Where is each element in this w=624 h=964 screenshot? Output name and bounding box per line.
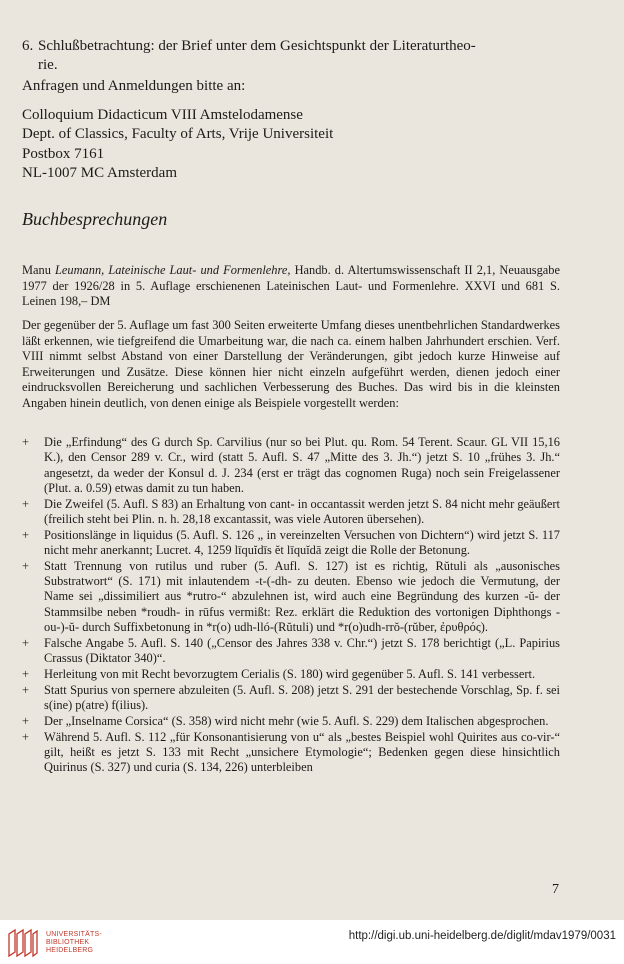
page-number: 7 (552, 882, 559, 897)
book-details: Handb. d. Altertumswissenschaft II 2,1, Neuausgabe 1977 der 1926/28 in 5. Auflage erschienenen Lateinischen Laut- und Formenlehre. XXVI und 681 S. Leinen 198,– DM (22, 263, 560, 308)
list-item: + Statt Trennung von rutilus und ruber (5. Aufl. S. 127) ist es richtig, Rŭtuli als „ausonisches Substratwort“ (S. 171) mit inlautendem -t-(-dh- zu deuten. Ebenso wie jedoch die Vermutung, der Name sei „dissimiliert aus *rutro-“ abzulehnen ist, wird auch eine Begründung des kurzen -ŭ- der Stammsilbe neben *roudh- in rūfus vermißt: Rez. erklärt die Reduktion des vortonigen Diphthongs -ou-)-ŭ- durch Suffixbetonung in *r(o) udh-lló-(Rŭtuli) und *r(o)udh-rrŏ-(rŭber, ἐρυθρός). (22, 558, 560, 635)
list-item: + Die Zweifel (5. Aufl. S 83) an Erhaltung von cant- in occantassit werden jetzt S. 84 nicht mehr geäußert (freilich steht bei Plin. n. h. 28,18 excantassit, was viele Autoren übersehen). (22, 496, 560, 526)
bullet-mark: + (22, 435, 29, 449)
book-reference (22, 263, 560, 310)
library-logo-text: UNIVERSITÄTS- BIBLIOTHEK HEIDELBERG (46, 931, 102, 954)
bullet-mark: + (22, 682, 29, 697)
bullet-mark: + (22, 635, 29, 650)
address-line-1: Colloquium Didacticum VIII Amstelodamense (22, 106, 303, 123)
item-text-line2: rie. (38, 57, 58, 73)
contact-block (22, 77, 560, 184)
list-item: + Positionslänge in liquidus (5. Aufl. S. 126 „ in vereinzelten Versuchen von Dichtern“) wird jetzt S. 117 nicht mehr anerkannt; Lucret. 4, 1259 līquĭdīs ĕt līquĭdā zeigt die Rolle der Betonung. (22, 527, 560, 558)
library-logo-icon (6, 926, 40, 960)
numbered-item-6 (22, 37, 560, 75)
address-line-3: Postbox 7161 (22, 145, 105, 162)
viewer-footer (0, 920, 624, 964)
item-text-line1: Schlußbetrachtung: der Brief unter dem Gesichtspunkt der Literaturtheo- (38, 38, 476, 54)
list-item: + Falsche Angabe 5. Aufl. S. 140 („Censor des Jahres 338 v. Chr.“) jetzt S. 178 berichtigt („L. Papirius Crassus (Diktator 340)“. (22, 635, 560, 666)
bullet-mark: + (22, 558, 29, 573)
bullet-mark: + (22, 729, 29, 744)
library-logo[interactable] (6, 926, 116, 960)
address-line-2: Dept. of Classics, Faculty of Arts, Vrije Universiteit (22, 126, 334, 142)
section-title: Buchbesprechungen (22, 209, 168, 229)
item-number: 6. (22, 38, 34, 54)
bullet-mark: + (22, 496, 29, 511)
address-line-4: NL-1007 MC Amsterdam (22, 165, 177, 181)
permalink-url[interactable]: http://digi.ub.uni-heidelberg.de/diglit/mdav1979/0031 (348, 930, 616, 942)
bullet-mark: + (22, 713, 29, 728)
bullet-mark: + (22, 527, 29, 542)
review-intro-paragraph: Der gegenüber der 5. Auflage um fast 300 Seiten erweiterte Umfang dieses unentbehrlichen Standardwerkes läßt erkennen, wie tiefgreifend die Umarbeitung war, die nach ca. einem halben Jahrhundert erschien. Verf. VIII nimmt selbst Abstand von einer Darstellung der Veränderungen, gibt jedoch kurze Hinweise auf Erweiterungen und Zusätze. Diese können hier nicht einzeln aufgeführt werden, dienen jedoch einer eindrucksvollen Bereicherung und sachlichen Verbesserung des Buches. Das wird bis in die kleinsten Angaben hinein deutlich, von denen einige als Beispiele vorgestellt werden: (22, 318, 560, 410)
list-item: + Der „Inselname Corsica“ (S. 358) wird nicht mehr (wie 5. Aufl. S. 229) dem Italischen abgesprochen. (22, 713, 549, 728)
list-item: + Während 5. Aufl. S. 112 „für Konsonantisierung von u“ als „bestes Beispiel wohl Quirites aus co-vir-“ gilt, heißt es jetzt S. 133 mit Recht „unsichere Etymologie“; Bedenken gegen diese hinsichtlich Quirinus (S. 327) und curia (S. 134, 226) unterbleiben (22, 729, 560, 775)
list-item: + Herleitung von mit Recht bevorzugtem Cerialis (S. 180) wird gegenüber 5. Aufl. S. 141 verbessert. (22, 666, 536, 681)
examples-list (22, 435, 560, 776)
book-title: Leumann, Lateinische Laut- und Formenlehre, (55, 263, 291, 277)
list-item: + Die „Erfindung“ des G durch Sp. Carvilius (nur so bei Plut. qu. Rom. 54 Terent. Scaur. GL VII 15,16 K.), den Censor 289 v. Cr., wird (statt 5. Aufl. S. 47 „Mitte des 3. Jh.“) jetzt S. 10 „frühes 3. Jh.“ angesetzt, da weder der Konsul d. J. 234 (erst er trägt das cognomen Ruga) noch sein Freigelassener (Plut. a. 0.59) etwas damit zu tun haben. (22, 435, 560, 495)
book-author: Manu (22, 263, 51, 277)
bullet-mark: + (22, 666, 29, 681)
list-item: + Statt Spurius von spernere abzuleiten (5. Aufl. S. 208) jetzt S. 291 der bestechende Vorschlag, Sp. f. sei s(ine) p(atre) f(ilius). (22, 682, 560, 713)
inquiry-line: Anfragen und Anmeldungen bitte an: (22, 78, 246, 94)
